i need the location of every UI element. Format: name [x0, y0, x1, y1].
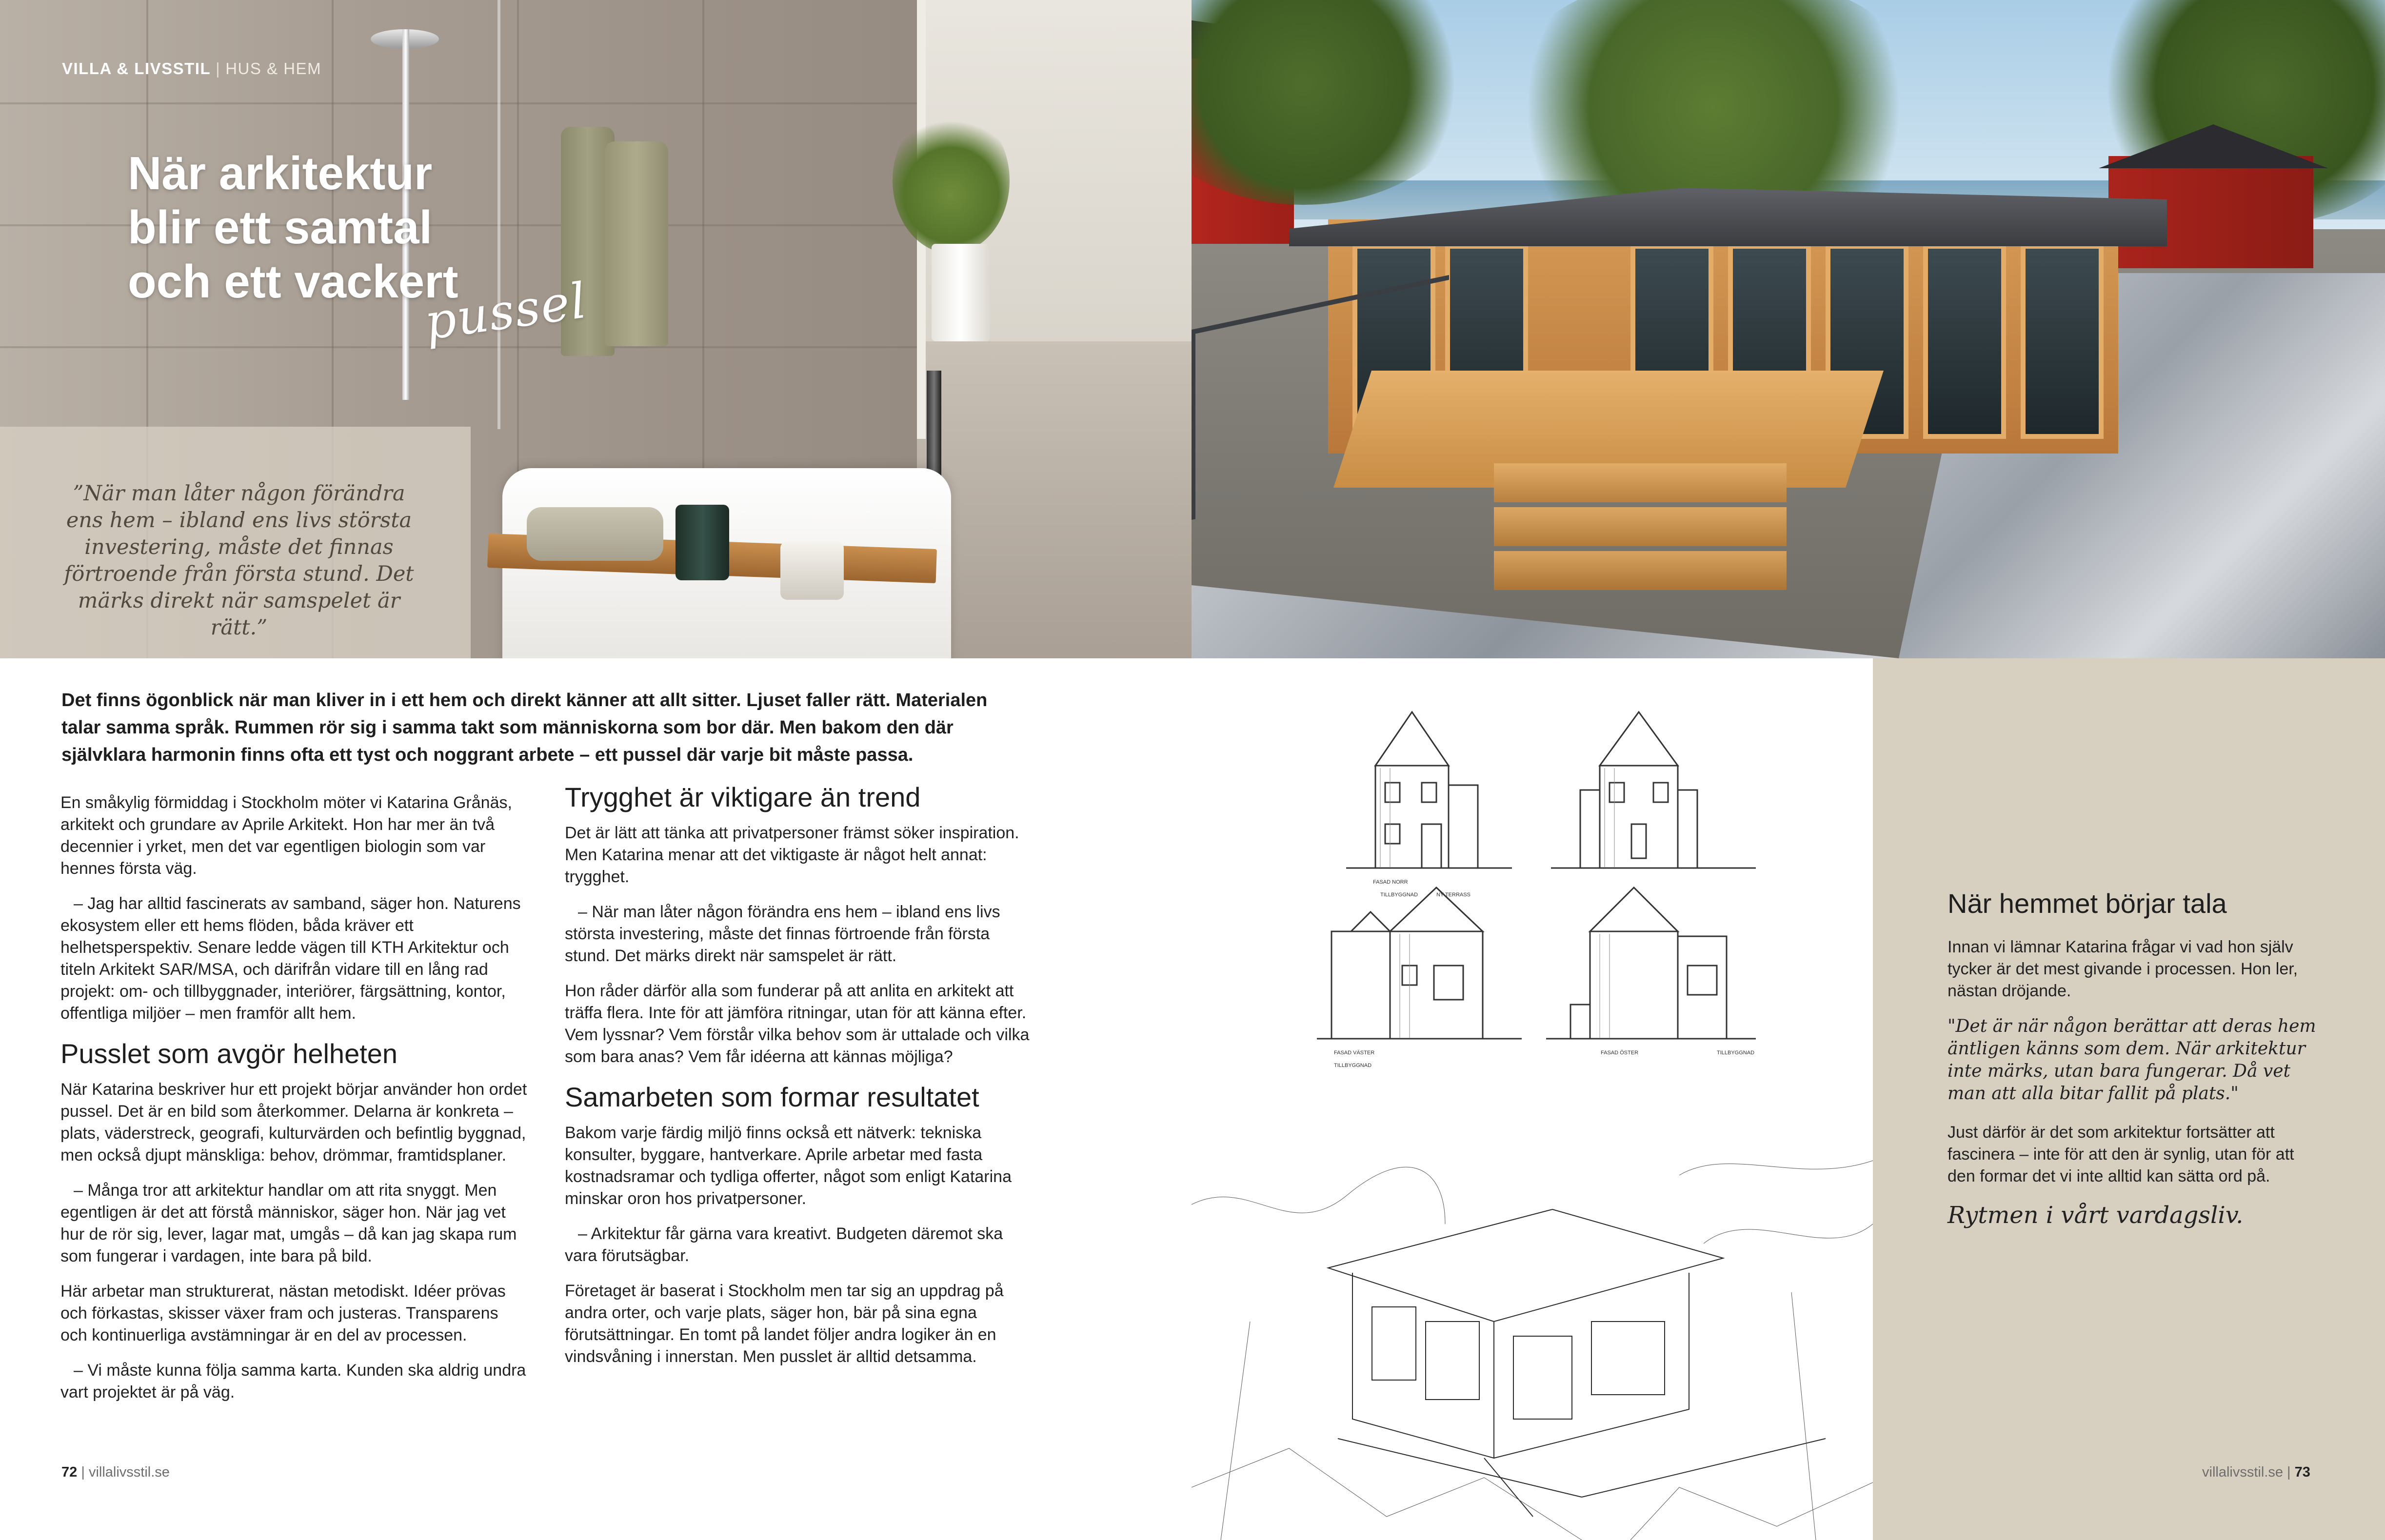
paragraph: Det är lätt att tänka att privatpersoner främst söker inspiration. Men Katarina menar att det viktigaste är något helt annat: trygghet. — [565, 824, 1019, 886]
ingress: Det finns ögonblick när man kliver in i ett hem och direkt känner att allt sitter. Ljuset faller rätt. Materialen talar samma språk. Rummen rör sig i samma takt som människorna som bor där. Men bakom den där självklara harmonin finns ofta ett tyst och noggrant arbete – ett pussel där varje bit måste passa. — [61, 690, 988, 765]
paragraph: Just därför är det som arkitektur fortsätter att fascinera – inte för att den är synlig, utan för att den formar det vi inte alltid kan sätta ord på. — [1948, 1123, 2294, 1185]
page-number: 73 — [2294, 1464, 2310, 1480]
drawing-label: TILLBYGGNAD — [1334, 1063, 1372, 1068]
paragraph: Hon råder därför alla som funderar på att anlita en arkitekt att träffa flera. Inte för att jämföra ritningar, utan för att känna efter. Vem lyssnar? Vem förstår vilka behov som är uttalade och vilka som bara anas? Vem får idéerna att kännas möjliga? — [565, 982, 1030, 1066]
headline-line: och ett vackert — [128, 256, 458, 308]
headline-line: blir ett samtal — [128, 201, 433, 254]
paragraph: Här arbetar man strukturerat, nästan metodiskt. Idéer prövas och förkastas, skisser växer fram och justeras. Transparens och kontinuerliga avstämningar är en del av processen. — [60, 1282, 506, 1344]
drawing-label: FASAD VÄSTER — [1334, 1050, 1375, 1056]
headline-line: När arkitektur — [128, 147, 433, 199]
house-sketch — [1192, 1146, 1873, 1540]
sidebar — [1948, 888, 2318, 1230]
subheading: Pusslet som avgör helheten — [60, 1038, 398, 1069]
footer-right: villalivsstil.se | 73 — [2202, 1464, 2310, 1480]
pull-quote: ”När man låter någon förändra ens hem – ibland ens livs största investering, måste det finnas förtroende från första stund. Det märks direkt när samspelet är rätt.” — [64, 481, 414, 640]
headline-script-word: pussel — [421, 272, 591, 351]
drawing-label: NY TERRASS — [1436, 892, 1471, 898]
page-title — [128, 146, 498, 309]
article-column-2 — [565, 781, 1033, 1381]
footer-left: 72 | villalivsstil.se — [61, 1464, 170, 1480]
site-url[interactable]: villalivsstil.se — [2202, 1464, 2283, 1480]
paragraph: – Arkitektur får gärna vara kreativt. Budgeten däremot ska vara förutsägbar. — [565, 1224, 1003, 1265]
paragraph: – När man låter någon förändra ens hem – ibland ens livs största investering, måste det finnas förtroende från första stund. Det märks direkt när samspelet är rätt. — [565, 903, 1000, 965]
paragraph: Företaget är baserat i Stockholm men tar sig an uppdrag på andra orter, och varje plats, säger hon, bär på sina egna förutsättningar. En tomt på landet följer andra logiker än en vindsvåning i innerstan. Men pusslet är alltid detsamma. — [565, 1282, 1004, 1366]
paragraph: Innan vi lämnar Katarina frågar vi vad hon själv tycker är det mest givande i processen. Hon ler, nästan dröjande. — [1948, 938, 2298, 1000]
sidebar-title: När hemmet börjar tala — [1948, 888, 2227, 919]
paragraph: – Vi måste kunna följa samma karta. Kunden ska aldrig undra vart projektet är på väg. — [60, 1361, 526, 1402]
elevation-drawings — [1317, 692, 1795, 1112]
page-number: 72 — [61, 1464, 78, 1480]
paragraph: När Katarina beskriver hur ett projekt börjar använder hon ordet pussel. Det är en bild som återkommer. Delarna är konkreta – plats, väderstreck, geografi, kulturvärden och befintlig byggnad, men också djupt mänskliga: behov, drömmar, framtidsplaner. — [60, 1080, 527, 1165]
drawing-label: TILLBYGGNAD — [1717, 1050, 1755, 1056]
sidebar-quote: "Det är när någon berättar att deras hem äntligen känns som dem. När arkitektur inte märks, utan bara fungerar. Då vet man att alla bitar fallit på plats." — [1948, 1016, 2316, 1104]
site-url[interactable]: villalivsstil.se — [88, 1464, 170, 1480]
subheading: Samarbeten som formar resultatet — [565, 1082, 979, 1112]
drawing-label: TILLBYGGNAD — [1380, 892, 1418, 898]
section-label: VILLA & LIVSSTIL | HUS & HEM — [62, 59, 322, 78]
house-photo — [1192, 0, 2385, 658]
paragraph: Bakom varje färdig miljö finns också ett nätverk: tekniska konsulter, byggare, hantverkare. Aprile arbetar med fasta kostnadsramar och tydliga offerter, något som enligt Katarina minskar oron hos privatpersoner. — [565, 1124, 1012, 1208]
paragraph: – Många tror att arkitektur handlar om att rita snyggt. Men egentligen är det att förstå människor, säger hon. När jag vet hur de rör sig, lever, lagar mat, umgås – då kan jag skapa rum som fungerar i vardagen, inte bara på bild. — [60, 1181, 517, 1265]
drawing-label: FASAD ÖSTER — [1601, 1050, 1639, 1056]
subheading: Trygghet är viktigare än trend — [565, 782, 921, 812]
paragraph: – Jag har alltid fascinerats av samband, säger hon. Naturens ekosystem eller ett hems flöden, båda kräver ett helhetsperspektiv. Senare ledde vägen till KTH Arkitektur och titeln Arkitekt SAR/MSA, och därifrån vidare till en lång rad projekt: om- och tillbyggnader, interiörer, färgsättning, kontor, offentliga miljöer – men framför allt hem. — [60, 894, 521, 1023]
drawing-label: FASAD NORR — [1373, 879, 1408, 885]
paragraph: En småkylig förmiddag i Stockholm möter vi Katarina Grånäs, arkitekt och grundare av Aprile Arkitekt. Hon har mer än två decennier i yrket, men det var egentligen biologin som var hennes första väg. — [60, 793, 512, 878]
sidebar-closing: Rytmen i vårt vardagsliv. — [1948, 1202, 2244, 1229]
article-column-1 — [60, 792, 529, 1417]
